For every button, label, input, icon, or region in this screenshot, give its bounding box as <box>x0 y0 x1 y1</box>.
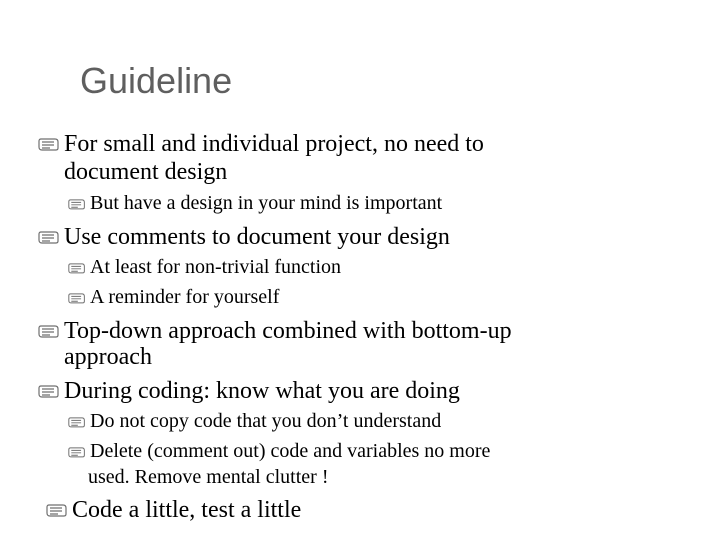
bullet-item <box>72 497 301 523</box>
scroll-bullet-icon <box>38 131 60 157</box>
sub-bullet-item <box>90 191 442 216</box>
bullet-text: Top-down approach combined with bottom-up <box>64 318 512 344</box>
sub-bullet-item <box>90 409 441 434</box>
scroll-bullet-icon <box>38 224 60 250</box>
scroll-bullet-icon <box>68 191 86 216</box>
scroll-bullet-icon <box>68 285 86 310</box>
bullet-text: At least for non-trivial function <box>90 256 342 278</box>
scroll-bullet-icon <box>38 318 60 344</box>
sub-bullet-item <box>90 255 341 280</box>
bullet-text: But have a design in your mind is important <box>90 192 443 214</box>
bullet-text: Do not copy code that you don’t understand <box>90 410 442 432</box>
slide-title: Guideline <box>80 60 233 101</box>
bullet-text: Use comments to document your design <box>64 224 450 250</box>
bullet-item <box>64 318 512 344</box>
scroll-bullet-icon <box>46 497 68 523</box>
bullet-text: A reminder for yourself <box>90 286 280 308</box>
bullet-item <box>64 378 460 404</box>
scroll-bullet-icon <box>68 409 86 434</box>
bullet-continuation <box>64 159 227 185</box>
bullet-text: document design <box>64 159 228 185</box>
bullet-text: For small and individual project, no need to <box>64 131 484 157</box>
bullet-text: During coding: know what you are doing <box>64 378 460 404</box>
bullet-continuation <box>64 344 152 370</box>
bullet-item <box>64 131 484 157</box>
bullet-text: used. Remove mental clutter ! <box>88 466 329 488</box>
scroll-bullet-icon <box>38 378 60 404</box>
scroll-bullet-icon <box>68 439 86 464</box>
sub-bullet-item <box>90 439 490 464</box>
sub-bullet-item <box>90 285 279 310</box>
scroll-bullet-icon <box>68 255 86 280</box>
bullet-text: Delete (comment out) code and variables no more <box>90 440 491 462</box>
bullet-continuation <box>88 465 328 490</box>
bullet-text: Code a little, test a little <box>72 497 302 523</box>
bullet-text: approach <box>64 344 152 370</box>
bullet-item <box>64 224 450 250</box>
